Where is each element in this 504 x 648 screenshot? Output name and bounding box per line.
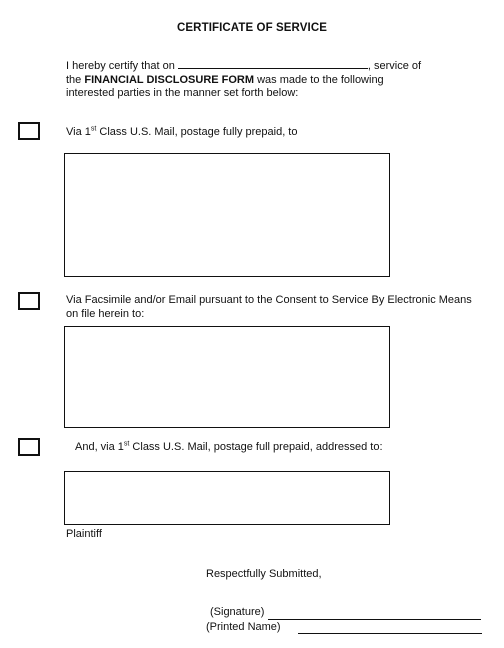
- plaintiff-mail-checkbox[interactable]: [18, 438, 40, 456]
- mail-address-box[interactable]: [64, 153, 390, 277]
- mail-service-checkbox[interactable]: [18, 122, 40, 140]
- page-title: CERTIFICATE OF SERVICE: [176, 22, 327, 34]
- electronic-service-checkbox[interactable]: [18, 292, 40, 310]
- electronic-address-box[interactable]: [64, 326, 390, 428]
- certify-line-2: [66, 74, 446, 88]
- line2-prefix: the: [66, 73, 82, 86]
- plaintiff-label: Plaintiff: [66, 528, 102, 540]
- signature-label: (Signature): [210, 606, 265, 618]
- mail-service-label: [66, 126, 297, 140]
- line2-suffix: was made to the following: [257, 73, 384, 86]
- certify-paragraph: [66, 58, 446, 101]
- plaintiff-mail-text-pre: And, via 1: [75, 441, 124, 453]
- mail-service-text-post: Class U.S. Mail, postage fully prepaid, to: [96, 126, 298, 138]
- plaintiff-mail-text-post: Class U.S. Mail, postage full prepaid, addressed to:: [129, 441, 383, 453]
- certify-text: I hereby certify that on: [66, 60, 175, 72]
- service-of-text: , service of: [367, 60, 422, 72]
- plaintiff-mail-label: [75, 441, 383, 455]
- signature-line[interactable]: [268, 619, 481, 620]
- certify-line-1: [66, 58, 446, 74]
- electronic-service-line-2: on file herein to:: [66, 307, 145, 320]
- form-name: FINANCIAL DISCLOSURE FORM: [84, 73, 255, 86]
- printed-name-label: (Printed Name): [206, 621, 281, 633]
- printed-name-line[interactable]: [298, 633, 482, 634]
- ordinal-suffix: st: [123, 440, 130, 448]
- date-blank-field[interactable]: [178, 58, 368, 69]
- respectfully-submitted: Respectfully Submitted,: [206, 568, 322, 580]
- electronic-service-label: [66, 294, 496, 321]
- ordinal-suffix: st: [90, 125, 97, 133]
- electronic-service-line-1: Via Facsimile and/or Email pursuant to the Consent to Service By Electronic Means: [66, 294, 472, 306]
- mail-service-text-pre: Via 1: [66, 126, 91, 138]
- plaintiff-address-box[interactable]: [64, 471, 390, 525]
- certify-line-3: interested parties in the manner set forth below:: [66, 87, 299, 99]
